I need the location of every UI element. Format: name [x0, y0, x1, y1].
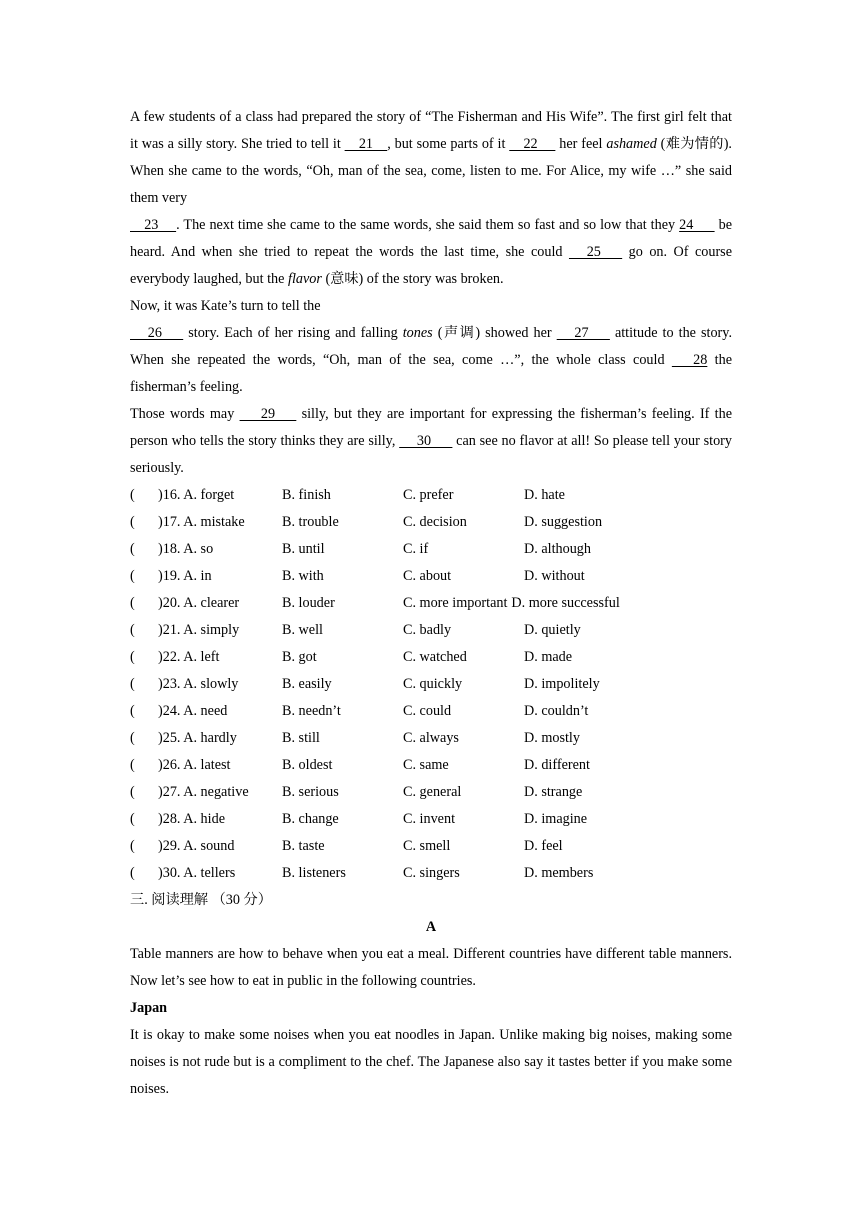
- option-c: C. invent: [403, 811, 456, 827]
- option-c: C. always: [403, 730, 459, 746]
- option-c: C. about: [403, 568, 452, 584]
- answer-paren: (: [130, 622, 135, 638]
- option-row-17: [130, 509, 732, 536]
- blank-21: 21: [344, 136, 388, 152]
- blank-29: 29: [239, 406, 297, 422]
- passage-text: silly, but they are important for expressing the fisherman’s feeling. If the person who tells the story thinks they are silly,: [130, 406, 732, 449]
- option-a: )30. A. tellers: [158, 865, 236, 881]
- passage-text: A few students of a class had prepared the story of “The Fisherman and His Wife”. The first girl felt that it was a silly story. She tried to tell it: [130, 109, 732, 152]
- option-a: )29. A. sound: [158, 838, 235, 854]
- option-row-19: [130, 563, 732, 590]
- option-b: B. got: [282, 649, 317, 665]
- option-c: C. prefer: [403, 487, 454, 503]
- option-row-29: [130, 833, 732, 860]
- options-list: [130, 482, 732, 887]
- option-row-25: [130, 725, 732, 752]
- option-a: )16. A. forget: [158, 487, 235, 503]
- passage-paragraph-2: [130, 293, 732, 401]
- answer-paren: (: [130, 595, 135, 611]
- blank-24: 24: [679, 217, 715, 233]
- japan-paragraph: It is okay to make some noises when you eat noodles in Japan. Unlike making big noises, making some noises is not rude but is a compliment to the chef. The Japanese also say it tastes better if you make some noises.: [130, 1027, 732, 1097]
- option-d: D. impolitely: [524, 676, 600, 692]
- passage-text: the fisherman’s feeling.: [130, 352, 733, 395]
- passage-text: (难为情的). When she came to the words, “Oh, man of the sea, come, listen to me. For Alice, my wife …” she said them very: [130, 136, 732, 206]
- answer-paren: (: [130, 730, 135, 746]
- option-b: B. louder: [282, 595, 335, 611]
- option-a: )18. A. so: [158, 541, 214, 557]
- blank-22: 22: [509, 136, 556, 152]
- option-b: B. until: [282, 541, 325, 557]
- option-row-26: [130, 752, 732, 779]
- option-a: )27. A. negative: [158, 784, 249, 800]
- answer-paren: (: [130, 514, 135, 530]
- passage-text: be heard. And when she tried to repeat the words the last time, she could: [130, 217, 732, 260]
- option-row-24: [130, 698, 732, 725]
- italic-word-ashamed: ashamed: [606, 136, 657, 152]
- passage-text: Now, it was Kate’s turn to tell the: [130, 298, 321, 314]
- option-b: B. finish: [282, 487, 331, 503]
- option-d: D. more successful: [511, 595, 620, 611]
- option-c: C. quickly: [403, 676, 463, 692]
- option-c: C. badly: [403, 622, 452, 638]
- option-b: B. well: [282, 622, 323, 638]
- blank-25: 25: [568, 244, 623, 260]
- option-d: D. mostly: [524, 730, 580, 746]
- option-row-27: [130, 779, 732, 806]
- answer-paren: (: [130, 784, 135, 800]
- italic-word-flavor: flavor: [288, 271, 322, 287]
- option-a: )22. A. left: [158, 649, 220, 665]
- option-c: C. smell: [403, 838, 451, 854]
- answer-paren: (: [130, 703, 135, 719]
- blank-23: 23: [130, 217, 177, 233]
- option-row-16: [130, 482, 732, 509]
- answer-paren: (: [130, 865, 135, 881]
- option-row-22: [130, 644, 732, 671]
- option-c: C. watched: [403, 649, 467, 665]
- passage-text: her feel: [555, 136, 607, 152]
- blank-27: 27: [556, 325, 610, 341]
- option-c: C. decision: [403, 514, 467, 530]
- option-d: D. although: [524, 541, 591, 557]
- option-b: B. with: [282, 568, 324, 584]
- option-c: C. more important: [403, 595, 508, 611]
- blank-28: 28: [671, 352, 708, 368]
- option-row-23: [130, 671, 732, 698]
- option-c: C. same: [403, 757, 449, 773]
- option-d: D. imagine: [524, 811, 588, 827]
- option-b: B. easily: [282, 676, 332, 692]
- option-b: B. change: [282, 811, 339, 827]
- option-d: D. different: [524, 757, 590, 773]
- option-d: D. feel: [524, 838, 563, 854]
- passage-text: Those words may: [130, 406, 240, 422]
- option-row-18: [130, 536, 732, 563]
- option-a: )20. A. clearer: [158, 595, 240, 611]
- option-a: )23. A. slowly: [158, 676, 239, 692]
- passage-text: , but some parts of it: [387, 136, 510, 152]
- option-row-20: [130, 590, 732, 617]
- option-d: D. strange: [524, 784, 583, 800]
- option-a: )19. A. in: [158, 568, 212, 584]
- option-c: C. if: [403, 541, 429, 557]
- option-d: D. couldn’t: [524, 703, 589, 719]
- option-a: )17. A. mistake: [158, 514, 245, 530]
- passage-text: go on. Of course everybody laughed, but the: [130, 244, 733, 287]
- option-d: D. suggestion: [524, 514, 603, 530]
- intro-paragraph: Table manners are how to behave when you eat a meal. Different countries have different table manners. Now let’s see how to eat in public in the following countries.: [130, 946, 732, 989]
- passage-label: A: [425, 919, 437, 935]
- answer-paren: (: [130, 811, 135, 827]
- passage-text: attitude to the story. When she repeated the words, “Oh, man of the sea, come …”, the whole class could: [130, 325, 733, 368]
- option-c: C. general: [403, 784, 462, 800]
- passage-text: (声调) showed her: [432, 325, 557, 341]
- option-d: D. without: [524, 568, 585, 584]
- answer-paren: (: [130, 838, 135, 854]
- option-row-30: [130, 860, 732, 887]
- option-b: B. listeners: [282, 865, 346, 881]
- option-a: )25. A. hardly: [158, 730, 237, 746]
- section-title: 三. 阅读理解 （30 分）: [130, 892, 272, 908]
- option-b: B. trouble: [282, 514, 339, 530]
- answer-paren: (: [130, 568, 135, 584]
- option-b: B. oldest: [282, 757, 333, 773]
- answer-paren: (: [130, 676, 135, 692]
- option-a: )26. A. latest: [158, 757, 231, 773]
- option-d: D. made: [524, 649, 573, 665]
- option-b: B. still: [282, 730, 320, 746]
- passage-paragraph-1: [130, 104, 732, 293]
- option-c: C. singers: [403, 865, 460, 881]
- passage-text: . The next time she came to the same words, she said them so fast and so low that they: [176, 217, 680, 233]
- option-row-28: [130, 806, 732, 833]
- option-a: )21. A. simply: [158, 622, 240, 638]
- option-a: )24. A. need: [158, 703, 228, 719]
- answer-paren: (: [130, 487, 135, 503]
- option-c: C. could: [403, 703, 452, 719]
- option-b: B. taste: [282, 838, 325, 854]
- passage-paragraph-3: [130, 401, 732, 482]
- option-d: D. members: [524, 865, 594, 881]
- passage-text: can see no flavor at all! So please tell your story seriously.: [130, 433, 732, 476]
- blank-26: 26: [130, 325, 184, 341]
- passage-text: (意味) of the story was broken.: [321, 271, 504, 287]
- answer-paren: (: [130, 757, 135, 773]
- option-b: B. needn’t: [282, 703, 341, 719]
- option-b: B. serious: [282, 784, 339, 800]
- passage-text: story. Each of her rising and falling: [183, 325, 403, 341]
- subheading-japan: Japan: [130, 1000, 168, 1016]
- answer-paren: (: [130, 649, 135, 665]
- answer-paren: (: [130, 541, 135, 557]
- option-a: )28. A. hide: [158, 811, 225, 827]
- option-d: D. hate: [524, 487, 565, 503]
- document-page: [130, 104, 732, 1103]
- option-row-21: [130, 617, 732, 644]
- option-d: D. quietly: [524, 622, 581, 638]
- blank-30: 30: [399, 433, 453, 449]
- italic-word-tones: tones: [402, 325, 433, 341]
